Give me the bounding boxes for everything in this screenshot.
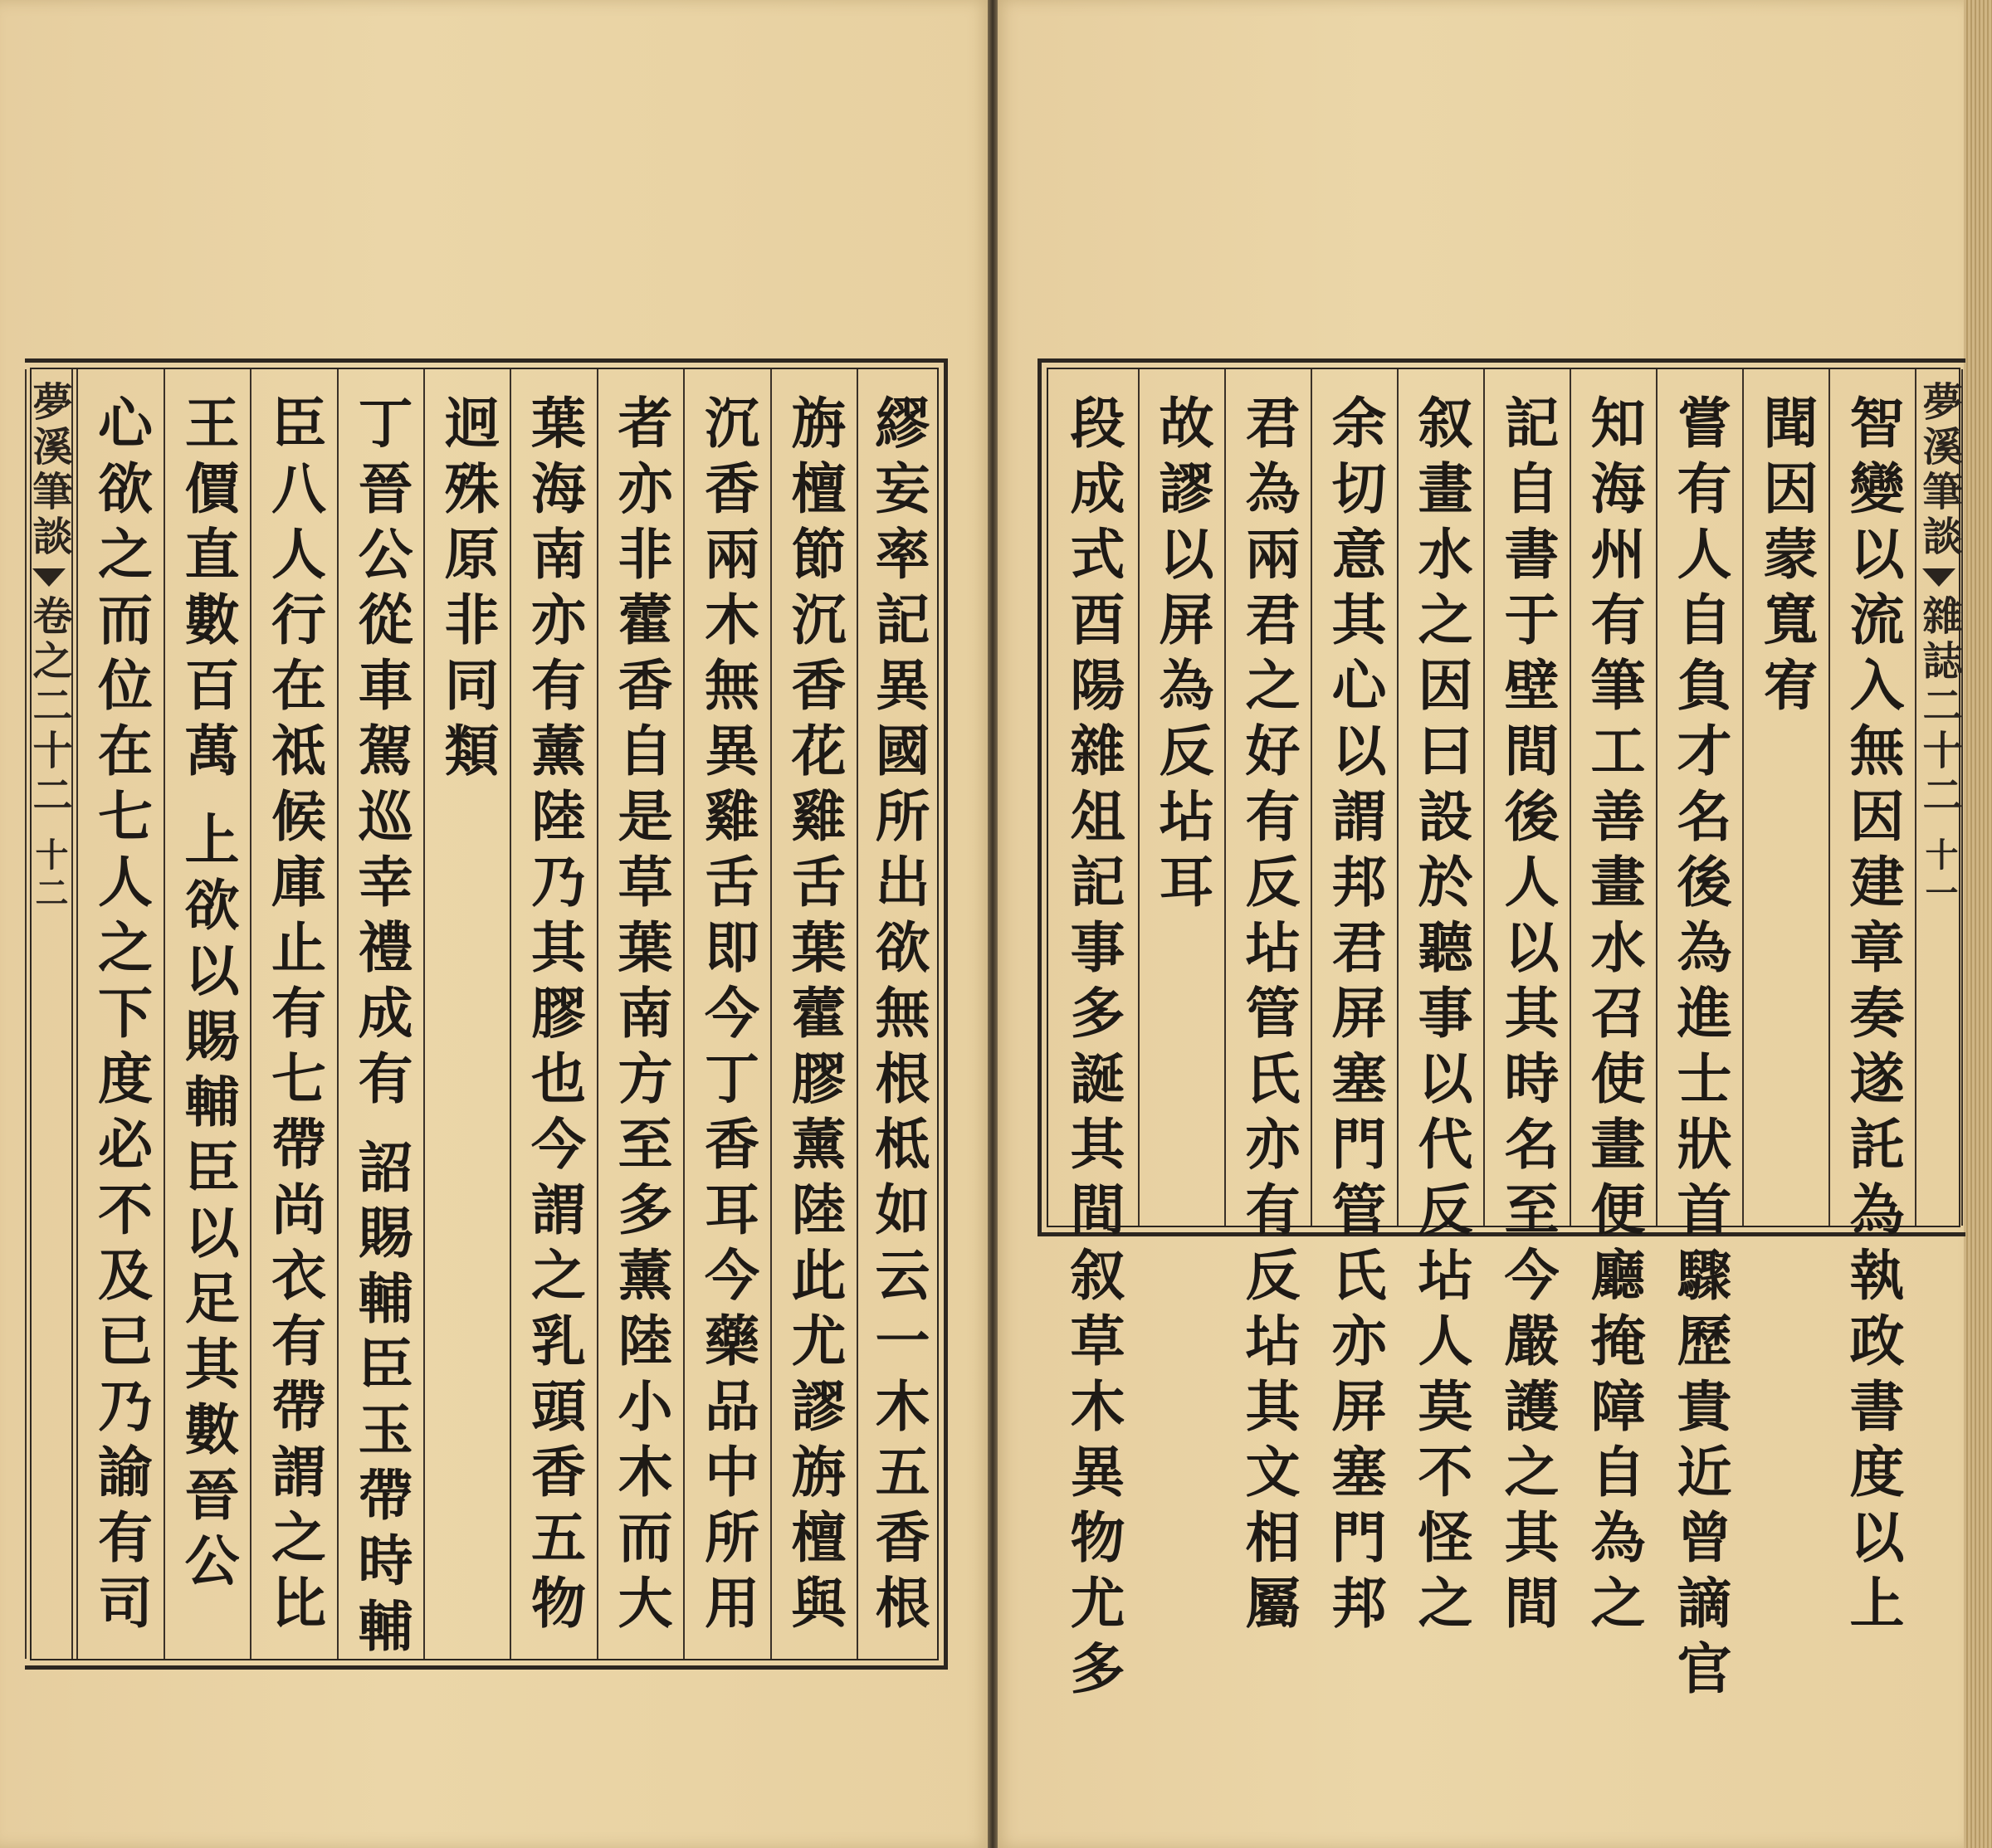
column-text: 君為兩君之好有反坫管氏亦有反坫其文相屬: [1236, 394, 1301, 1640]
text-column-r2: [1742, 369, 1828, 1226]
column-text: 聞因蒙寬宥: [1754, 394, 1819, 722]
text-column-1: [76, 369, 164, 1659]
right-text-frame: [1038, 358, 1965, 1705]
text-column-7: [597, 369, 683, 1659]
gutter-book-title: 夢溪筆談: [1916, 381, 1962, 560]
column-text: 智變以流入無因建章奏遂託為執政書度以上: [1840, 394, 1905, 1640]
gutter-volume: 雜誌二十二: [1916, 595, 1962, 819]
text-column-r1: [1828, 369, 1915, 1640]
text-column-10: [857, 369, 938, 1659]
column-text: 者亦非藿香自是草葉南方至多薰陸小木而大: [608, 394, 673, 1640]
text-column-5: [423, 369, 510, 1659]
column-text: 旃檀節沉香花雞舌葉藿膠薰陸此尤謬旃檀與: [782, 394, 847, 1640]
text-column-r7: [1311, 369, 1397, 1640]
text-column-r4: [1570, 369, 1656, 1640]
column-text: 叙畫水之因曰設於聽事以代反坫人莫不怪之: [1409, 394, 1473, 1640]
right-frame-inner-border: [1047, 368, 1962, 1705]
column-text: 知海州有筆工善畫水召使畫便廳掩障自為之: [1581, 394, 1646, 1640]
text-column-9: [770, 369, 857, 1659]
column-text: 嘗有人自負才名後為進士狀首驟歷貴近曾謫官: [1667, 394, 1732, 1705]
column-text: 詔賜輔臣玉帶時輔: [349, 1139, 413, 1663]
column-text: 心欲之而位在七人之下度必不及已乃諭有司: [88, 394, 154, 1640]
column-text: 余切意其心以謂邦君屏塞門管氏亦屏塞門邦: [1322, 394, 1387, 1640]
left-frame-inner-border: [26, 368, 939, 1663]
column-text: 迥殊原非同類: [435, 394, 500, 787]
fish-tail-mark-icon: [32, 568, 66, 587]
gutter-folio: 十二: [30, 837, 69, 914]
column-text: 丁晉公從車駕巡幸禮成有: [349, 394, 413, 1115]
column-text: 故謬以屏為反坫耳: [1150, 394, 1214, 919]
text-column-r3: [1656, 369, 1742, 1705]
column-text: 記自書于壁間後人以其時名至今嚴護之其間: [1495, 394, 1560, 1640]
column-text: 沉香兩木無異雞舌即今丁香耳今藥品中所用: [695, 394, 760, 1640]
book-spine: [988, 0, 998, 1848]
page-edge: [1964, 0, 1992, 1848]
text-column-r8: [1224, 369, 1311, 1640]
column-text: 臣八人行在祗候庫止有七帶尚衣有帶謂之比: [261, 394, 327, 1640]
text-column-6: [510, 369, 597, 1659]
fish-tail-mark-icon: [1922, 568, 1955, 587]
text-column-8: [683, 369, 770, 1659]
gutter-book-title: 夢溪筆談: [26, 381, 72, 560]
text-column-2: [164, 369, 250, 1659]
text-column-r5: [1483, 369, 1570, 1640]
left-text-frame: [25, 358, 948, 1670]
column-text: 葉海南亦有薰陸乃其膠也今謂之乳頭香五物: [521, 394, 587, 1640]
text-column-3: [250, 369, 337, 1659]
column-text: 繆妄率記異國所出欲無根柢如云一木五香根: [866, 394, 930, 1640]
column-text: 段成式酉陽雜俎記事多誕其間叙草木異物尤多: [1061, 394, 1125, 1705]
gutter-volume: 卷之二十二: [26, 595, 72, 819]
column-text: 王價直數百萬: [175, 394, 240, 787]
gutter-folio: 十一: [1920, 837, 1959, 914]
text-column-4: [337, 369, 423, 1663]
text-column-r10: [1048, 369, 1138, 1705]
right-gutter: [1915, 369, 1963, 1226]
text-column-r6: [1397, 369, 1483, 1640]
column-text: 上欲以賜輔臣以足其數晉公: [175, 811, 240, 1597]
text-column-r9: [1138, 369, 1224, 1226]
left-gutter: [25, 369, 73, 1659]
